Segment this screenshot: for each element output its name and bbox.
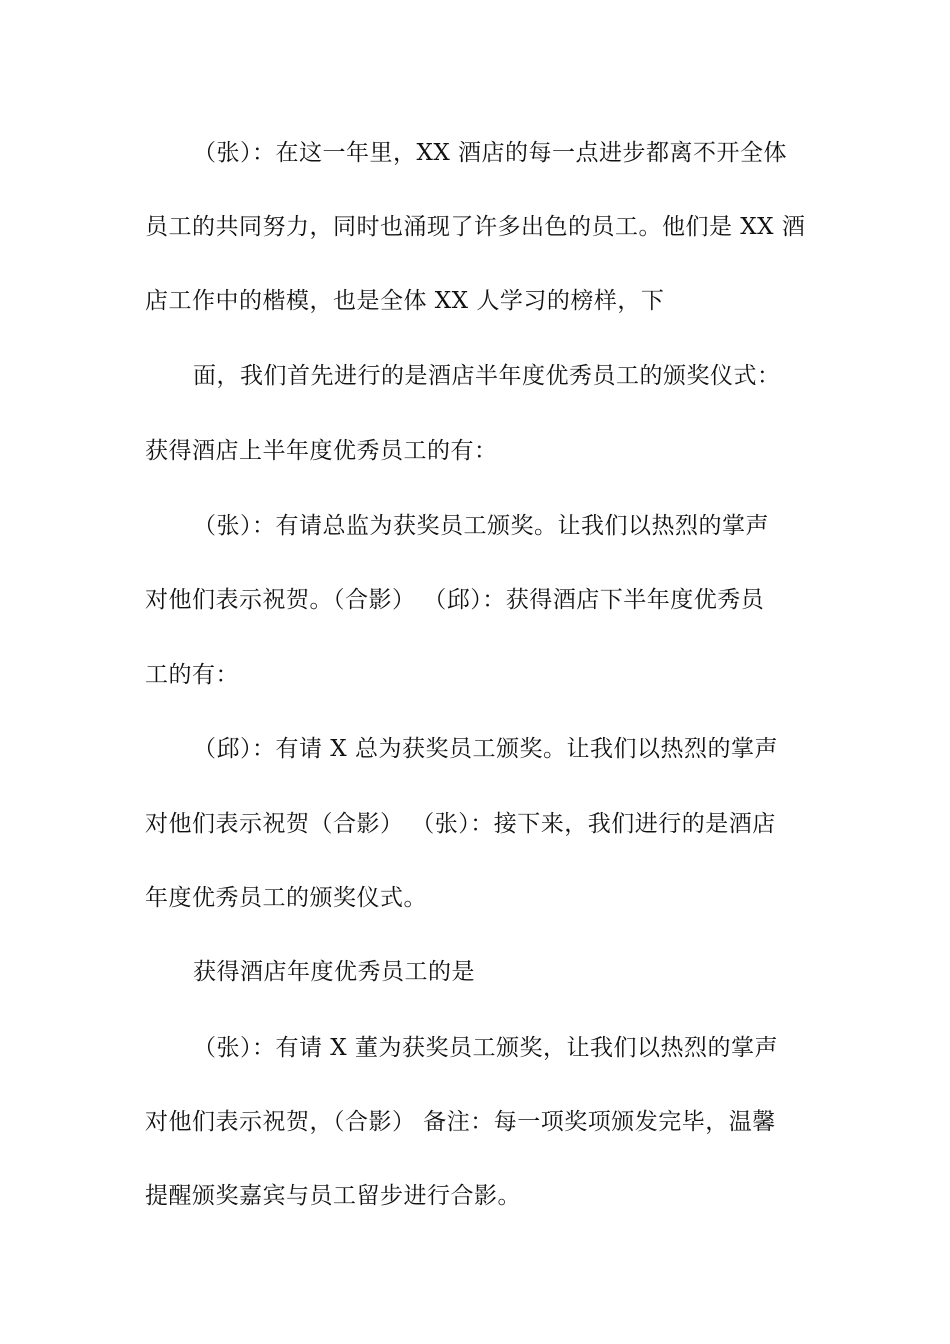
text-line: 获得酒店上半年度优秀员工的有： [145,438,498,464]
text-line: 年度优秀员工的颁奖仪式。 [145,885,427,911]
text-line: 对他们表示祝贺。（合影） （邱）：获得酒店下半年度优秀员 [145,587,765,613]
text-line: 面，我们首先进行的是酒店半年度优秀员工的颁奖仪式： [193,363,781,389]
text-line: （张）：有请总监为获奖员工颁奖。让我们以热烈的掌声 [193,513,769,539]
text-line: 工的有： [145,662,239,688]
text-line: 提醒颁奖嘉宾与员工留步进行合影。 [145,1183,521,1209]
text-line: 获得酒店年度优秀员工的是 [193,959,475,985]
text-line: 员工的共同努力，同时也涌现了许多出色的员工。他们是 XX 酒 [145,214,806,240]
text-line: （张）：在这一年里，XX 酒店的每一点进步都离不开全体 [193,140,788,166]
text-line: 对他们表示祝贺，（合影） 备注：每一项奖项颁发完毕，温馨 [145,1109,776,1135]
text-line: 对他们表示祝贺（合影） （张）：接下来，我们进行的是酒店 [145,811,776,837]
text-line: （邱）：有请 X 总为获奖员工颁奖。让我们以热烈的掌声 [193,736,778,762]
text-line: 店工作中的楷模，也是全体 XX 人学习的榜样，下 [145,288,665,314]
text-line: （张）：有请 X 董为获奖员工颁奖，让我们以热烈的掌声 [193,1035,778,1061]
